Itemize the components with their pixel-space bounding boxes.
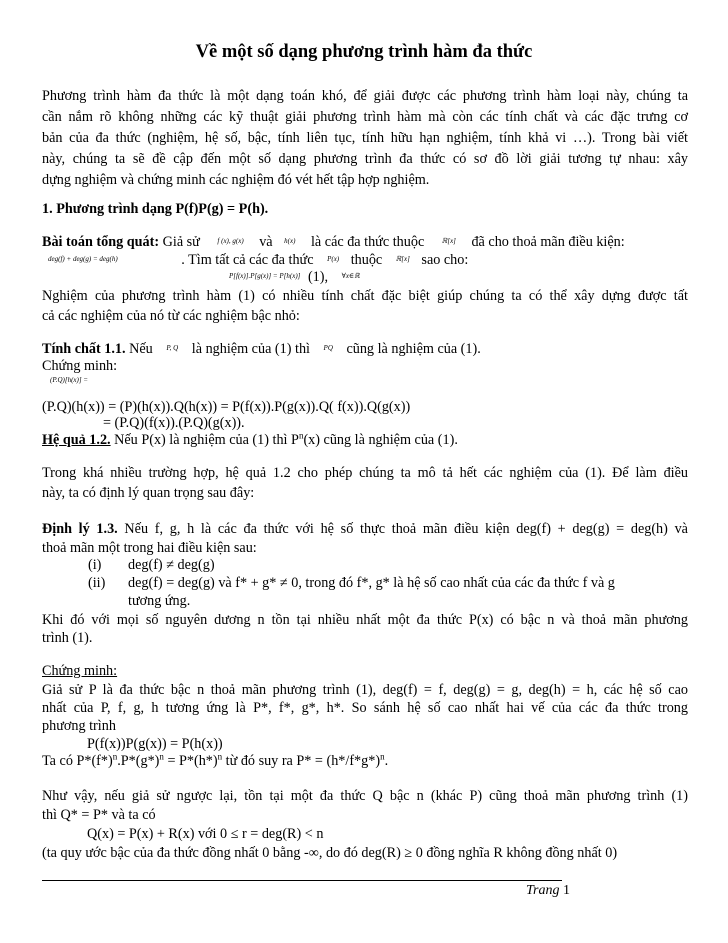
paragraph-line: này, ta có định lý quan trọng sau đây: (42, 485, 255, 501)
problem-text: là các đa thức thuộc (310, 234, 425, 250)
problem-text: và (259, 234, 273, 250)
proof-line: Giả sử P là đa thức bậc n thoả mãn phương trình (1), deg(f) = f, deg(g) = g, deg(h) = h, các hệ số cao (42, 682, 688, 698)
superscript: n (112, 751, 118, 762)
superscript: n (380, 751, 385, 762)
paragraph-line: Trong khá nhiều trường hợp, hệ quả 1.2 cho phép chúng ta mô tả hết các nghiệm của (1). Để làm điều (42, 465, 688, 481)
intro-line: bản của đa thức (nghiệm, hệ số, bậc, tính liên tục, tính hữu hạn nghiệm, tính khả vi …). Trong bài viết (42, 130, 688, 146)
corollary-line (42, 431, 688, 449)
property-label: Tính chất 1.1. (42, 341, 126, 357)
proof-equation: P(f(x))P(g(x)) = P(h(x)) (87, 736, 223, 752)
formula-image: P, Q (166, 344, 179, 352)
superscript: n (159, 751, 164, 762)
page-number: 1 (563, 883, 570, 898)
formula-image: deg(f) + deg(g) = deg(h) (48, 255, 118, 263)
problem-text: thuộc (350, 252, 383, 268)
theorem-item-number: (ii) (88, 575, 106, 591)
problem-line-3 (42, 268, 688, 288)
theorem-line: thoả mãn một trong hai điều kiện sau: (42, 540, 257, 556)
problem-text: sao cho: (421, 252, 469, 268)
proof-line: phương trình (42, 718, 116, 734)
intro-line: Phương trình hàm đa thức là một dạng toán khó, để giải được các phương trình hàm loại này, chúng ta (42, 88, 688, 104)
problem-text: . Tìm tất cả các đa thức (181, 252, 314, 268)
theorem-item: deg(f) ≠ deg(g) (128, 557, 215, 573)
corollary-superscript: n (298, 430, 304, 441)
proof-text: từ đó suy ra P* = (h*/f*g*) (222, 753, 381, 769)
proof-equation-1: (P.Q)(h(x)) = (P)(h(x)).Q(h(x)) = P(f(x)).P(g(x)).Q( f(x)).Q(g(x)) (42, 399, 411, 415)
problem-label: Bài toán tổng quát: (42, 234, 160, 250)
theorem-item: tương ứng. (128, 593, 191, 609)
footer-label: Trang (526, 883, 560, 898)
document-title: Về một số dạng phương trình hàm đa thức (195, 42, 533, 62)
footer-rule (42, 880, 562, 881)
formula-image: ℝ[x] (441, 237, 456, 245)
superscript: n (217, 751, 223, 762)
formula-image: ∀x∈ℝ (341, 272, 360, 280)
proof-line (42, 752, 688, 770)
problem-text: đã cho thoả mãn điều kiện: (471, 234, 625, 250)
theorem-item: deg(f) = deg(g) và f* + g* ≠ 0, trong đó f*, g* là hệ số cao nhất của các đa thức f và g (128, 575, 615, 591)
paragraph-equation: Q(x) = P(x) + R(x) với 0 ≤ r = deg(R) < n (87, 826, 324, 842)
corollary-text: (x) cũng là nghiệm của (1). (303, 432, 458, 448)
note-line: Nghiệm của phương trình hàm (1) có nhiều tính chất đặc biệt giúp chúng ta có thể xây dựng được tất (42, 288, 688, 304)
formula-image: f (x), g(x) (217, 237, 244, 245)
paragraph-line: (ta quy ước bậc của đa thức đồng nhất 0 bằng -∞, do đó deg(R) ≥ 0 đồng nghĩa R không đồng nhất 0) (42, 845, 618, 861)
formula-image: PQ (323, 344, 333, 352)
problem-text: Giả sử (159, 234, 200, 250)
theorem-line (42, 520, 688, 538)
intro-line: dựng nghiệm và chứng minh các nghiệm đó vét hết tập hợp nghiệm. (42, 172, 430, 188)
section-heading: 1. Phương trình dạng P(f)P(g) = P(h). (42, 201, 269, 217)
corollary-text: Nếu P(x) là nghiệm của (1) thì P (110, 432, 299, 448)
page-footer (526, 883, 570, 899)
paragraph-line: Như vậy, nếu giả sử ngược lại, tồn tại một đa thức Q bậc n (khác P) cũng thoả mãn phương trình (1) (42, 788, 688, 804)
formula-image: ℝ[x] (395, 255, 410, 263)
theorem-label: Định lý 1.3. (42, 521, 118, 537)
proof-formula-row (50, 372, 696, 392)
formula-image: P(x) (327, 255, 340, 263)
formula-image: (P.Q)[h(x)] = (50, 376, 89, 384)
intro-line: cần nắm rõ không những các kỹ thuật giải phương trình hàm mà còn các tính chất và các đặc trưng cơ (42, 109, 688, 125)
proof-line: nhất của P, f, g, h tương ứng là P*, f*, g*, h*. So sánh hệ số cao nhất hai vế của các đa thức trong (42, 700, 688, 716)
proof-text: .P*(g*) (117, 753, 160, 769)
property-text: là nghiệm của (1) thì (191, 341, 310, 357)
formula-image: h(x) (284, 237, 296, 245)
proof-text: = P*(h*) (163, 753, 218, 769)
proof-text: . (384, 753, 389, 769)
property-text: cũng là nghiệm của (1). (346, 341, 481, 357)
paragraph-line: thì Q* = P* và ta có (42, 807, 156, 823)
corollary-label: Hệ quả 1.2. (42, 432, 111, 448)
equation-number: (1), (307, 269, 329, 285)
property-text: Nếu (125, 341, 153, 357)
formula-image: P[f(x)].P[g(x)] = P[h(x)] (229, 272, 301, 280)
proof-label: Chứng minh: (42, 358, 118, 374)
proof-equation-2: = (P.Q)(f(x)).(P.Q)(g(x)). (103, 415, 245, 431)
intro-line: này, chúng ta sẽ đề cập đến một số dạng phương trình đa thức có sơ đồ lời giải tương tự nhau: xây (42, 151, 688, 167)
proof-text: Ta có P*(f*) (42, 753, 113, 769)
theorem-text: Nếu f, g, h là các đa thức với hệ số thực thoả mãn điều kiện deg(f) + deg(g) = deg(h) và (117, 521, 688, 537)
proof-heading: Chứng minh: (42, 663, 118, 679)
theorem-item-number: (i) (88, 557, 102, 573)
theorem-line: trình (1). (42, 630, 93, 646)
theorem-line: Khi đó với mọi số nguyên dương n tồn tại nhiều nhất một đa thức P(x) có bậc n và thoả mãn phương (42, 612, 688, 628)
note-line: cả các nghiệm của nó từ các nghiệm bậc nhỏ: (42, 308, 300, 324)
problem-line-1 (42, 233, 688, 253)
